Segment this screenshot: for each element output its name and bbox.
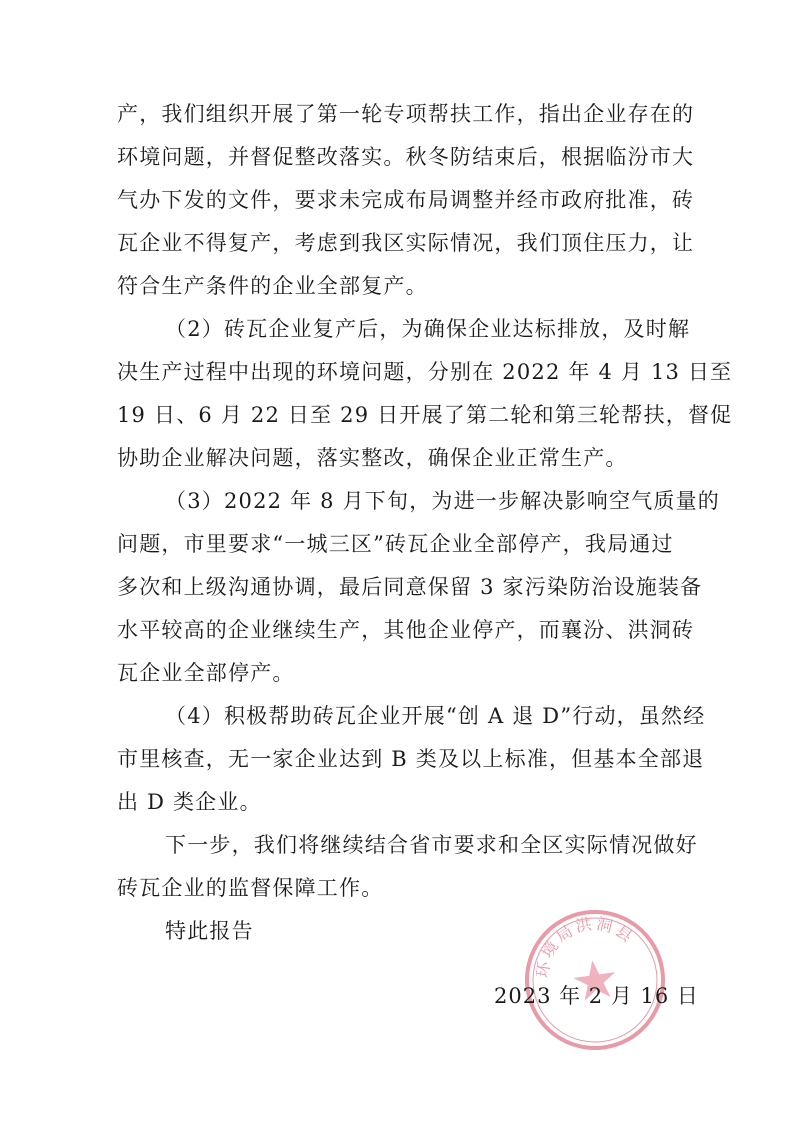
paragraph-2-start: （2）砖瓦企业复产后，为确保企业达标排放，及时解 xyxy=(165,317,691,341)
body-line: 水平较高的企业继续生产，其他企业停产，而襄汾、洪洞砖 xyxy=(117,618,695,642)
body-line: 问题，市里要求“一城三区”砖瓦企业全部停产，我局通过 xyxy=(117,532,674,556)
body-line: 出 D 类企业。 xyxy=(117,790,262,814)
body-line: 气办下发的文件，要求未完成布局调整并经市政府批准，砖 xyxy=(117,188,695,212)
body-line: 环境问题，并督促整改落实。秋冬防结束后，根据临汾市大 xyxy=(117,145,695,169)
body-line: 市里核查，无一家企业达到 B 类及以上标准，但基本全部退 xyxy=(117,747,705,771)
document-date: 2023 年 2 月 16 日 xyxy=(494,984,699,1008)
body-line: 瓦企业不得复产，考虑到我区实际情况，我们顶住压力，让 xyxy=(117,231,695,255)
body-line: 瓦企业全部停产。 xyxy=(117,661,295,685)
body-line: 符合生产条件的企业全部复产。 xyxy=(117,274,428,298)
body-line: 多次和上级沟通协调，最后同意保留 3 家污染防治设施装备 xyxy=(117,575,703,599)
paragraph-3-start: （3）2022 年 8 月下旬，为进一步解决影响空气质量的 xyxy=(165,489,720,513)
body-line: 协助企业解决问题，落实整改，确保企业正常生产。 xyxy=(117,446,628,470)
seal-text: 环境局洪洞县 xyxy=(532,913,639,979)
paragraph-4-start: （4）积极帮助砖瓦企业开展“创 A 退 D”行动，虽然经 xyxy=(165,704,706,728)
closing-text: 特此报告 xyxy=(165,919,254,943)
next-step-line: 下一步，我们将继续结合省市要求和全区实际情况做好 xyxy=(165,833,698,857)
official-seal-icon xyxy=(510,895,679,1064)
body-line: 产，我们组织开展了第一轮专项帮扶工作，指出企业存在的 xyxy=(117,102,695,126)
body-line: 决生产过程中出现的环境问题，分别在 2022 年 4 月 13 日至 xyxy=(117,360,733,384)
body-line: 19 日、6 月 22 日至 29 日开展了第二轮和第三轮帮扶，督促 xyxy=(117,403,733,427)
body-line: 砖瓦企业的监督保障工作。 xyxy=(117,876,384,900)
